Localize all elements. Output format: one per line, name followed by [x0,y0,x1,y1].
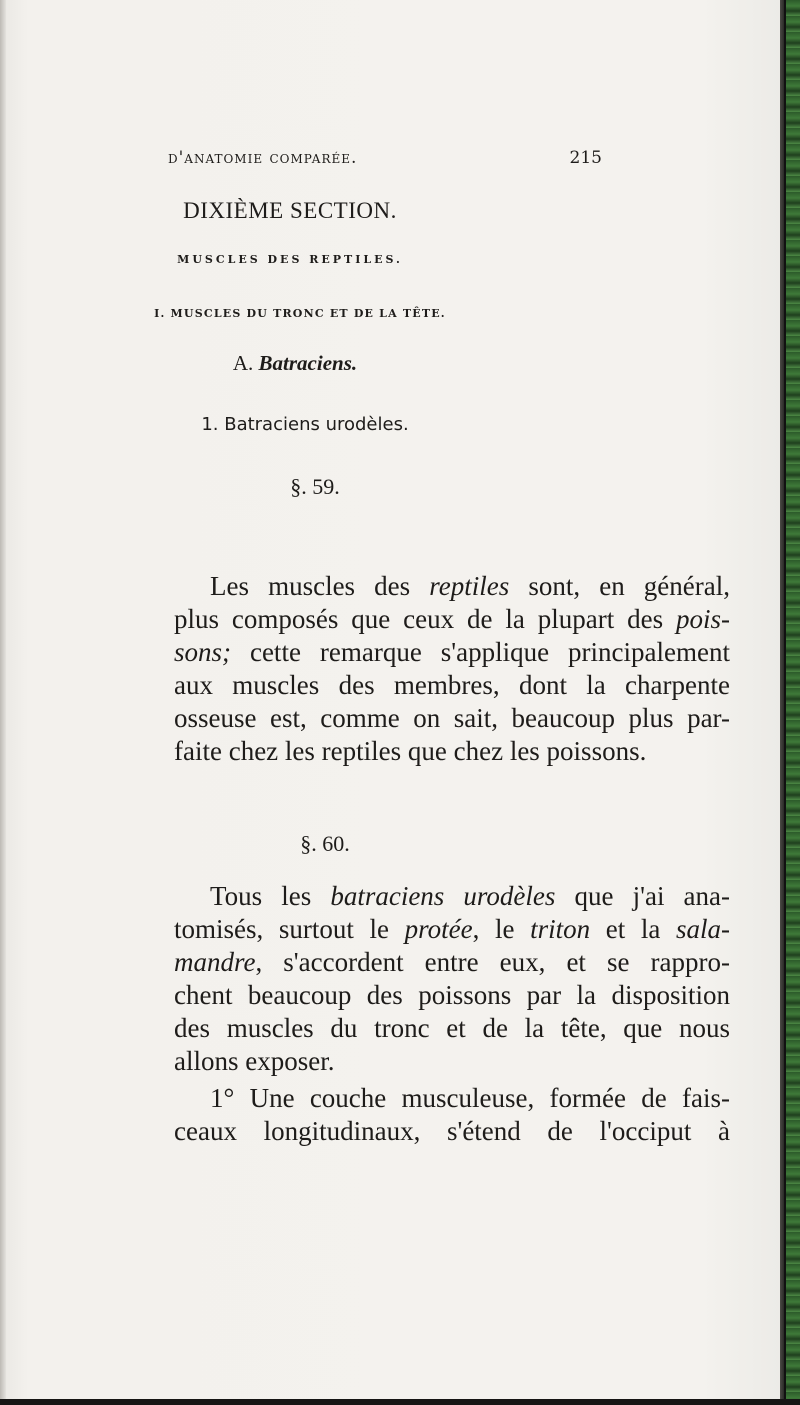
text-run: , s'accordent entre eux, et se rappro- [255,947,730,977]
text-run: sont, en général, [509,571,730,601]
italic-run: triton [530,914,591,944]
running-head-title: d'anatomie comparée. [168,148,358,168]
text-run: , le [472,914,531,944]
text-run: et la [590,914,676,944]
italic-run: sala- [675,914,730,944]
text-line [174,570,730,603]
text-run: aux muscles des membres, dont la charpente [174,670,730,700]
italic-run: pois- [676,604,730,634]
sub-heading: MUSCLES DES REPTILES. [177,253,403,266]
text-run: allons exposer. [174,1046,335,1076]
text-line [174,1082,730,1115]
paragraph-59 [174,570,730,768]
text-run: ceaux longitudinaux, s'étend de l'occiput à [174,1116,730,1146]
text-run: des muscles du tronc et de la tête, que nous [174,1013,730,1043]
text-line [174,913,730,946]
paragraph-mark-59: §. 59. [290,474,340,499]
text-run: 1° Une couche musculeuse, formée de fais- [210,1083,730,1113]
text-line [174,1115,730,1148]
text-run: que j'ai ana- [555,881,731,911]
page-number: 215 [569,148,602,168]
text-line [174,636,730,669]
section-title: DIXIÈME SECTION. [183,198,397,223]
text-run: tomisés, surtout le [174,914,405,944]
class-heading [0,351,590,376]
book-binding [784,0,800,1405]
italic-run: reptiles [429,571,510,601]
text-run: cette remarque s'applique principalement [231,637,730,667]
text-run: osseuse est, comme on sait, beaucoup plus par- [174,703,730,733]
italic-run: protée [404,914,473,944]
text-line [174,1012,730,1045]
text-line [174,702,730,735]
paragraph-mark-60: §. 60. [300,831,350,856]
text-line [174,979,730,1012]
italic-run: mandre [174,947,256,977]
class-heading-letter: A. [232,351,254,375]
order-heading: 1. Batraciens urodèles. [201,414,409,435]
italic-run: sons; [174,637,232,667]
text-run: faite chez les reptiles que chez les poissons. [174,736,647,766]
text-line [174,735,730,768]
part-heading: I. MUSCLES DU TRONC ET DE LA TÊTE. [154,307,446,320]
text-run: plus composés que ceux de la plupart des [174,604,676,634]
page-bottom-edge [0,1399,800,1405]
text-run: Tous les [210,881,331,911]
text-line [174,1045,730,1078]
paragraph-60 [174,880,730,1078]
text-line [174,603,730,636]
text-run: chent beaucoup des poissons par la disposition [174,980,730,1010]
class-heading-name: Batraciens. [258,351,358,375]
text-line [174,946,730,979]
italic-run: batraciens urodèles [330,881,556,911]
paragraph-60-item-1 [174,1082,730,1148]
text-line [174,880,730,913]
text-line [174,669,730,702]
text-run: Les muscles des [210,571,430,601]
